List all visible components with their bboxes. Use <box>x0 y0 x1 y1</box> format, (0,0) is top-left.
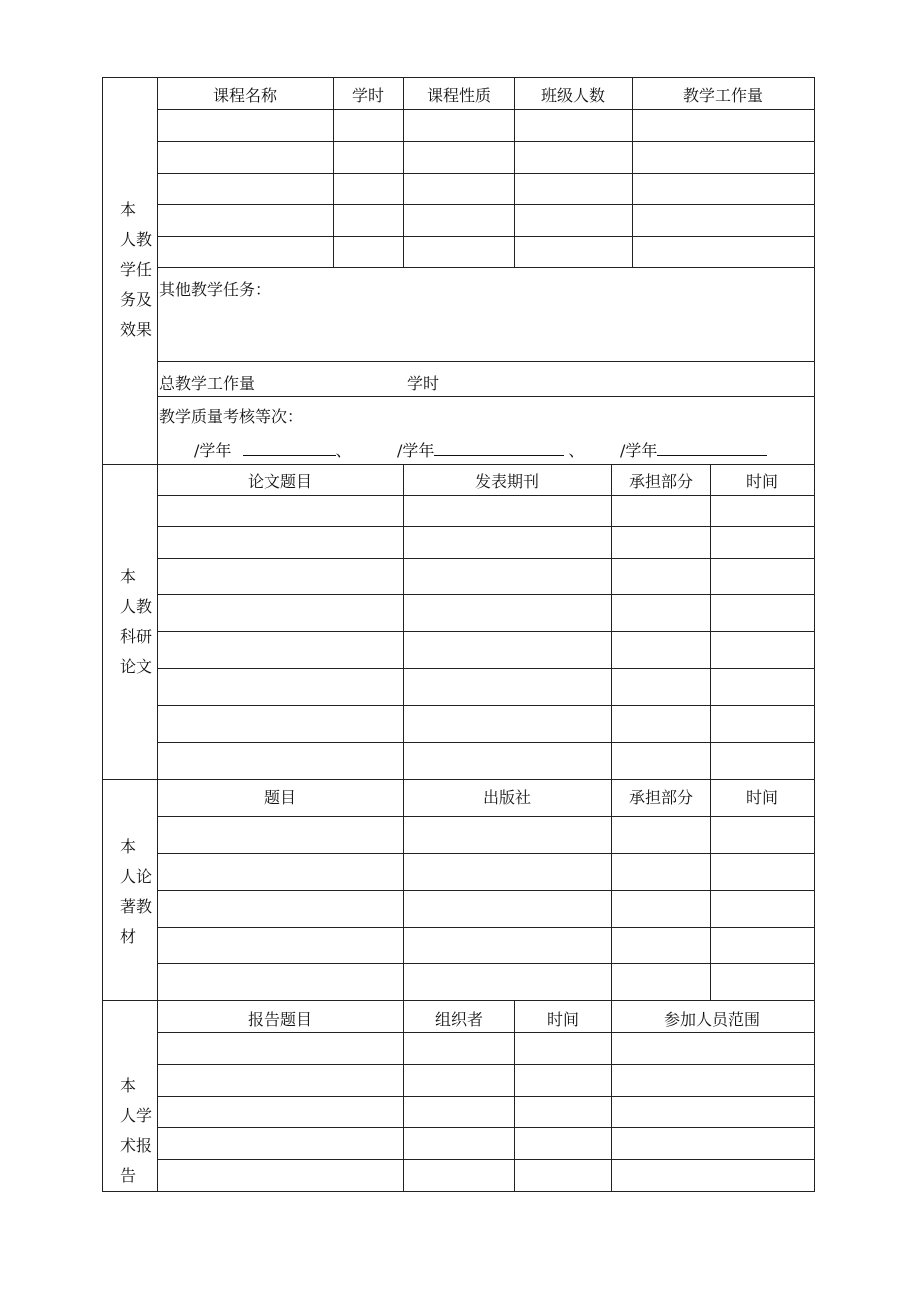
header-course-type: 课程性质 <box>426 86 492 105</box>
books-label-line: 人论 <box>120 867 153 886</box>
separator: 、 <box>568 441 585 460</box>
header-publisher: 出版社 <box>482 788 532 807</box>
header-book-title: 题目 <box>263 788 297 807</box>
header-report-title: 报告题目 <box>247 1010 313 1029</box>
papers-label-line: 科研 <box>120 627 153 646</box>
header-audience: 参加人员范围 <box>663 1010 761 1029</box>
year-rating-blank-1[interactable] <box>243 440 336 456</box>
year-label: /学年 <box>397 441 435 460</box>
header-paper-time: 时间 <box>745 472 779 491</box>
header-paper-title: 论文题目 <box>247 472 313 491</box>
total-workload-label: 总教学工作量 <box>159 374 256 393</box>
reports-label-line: 告 <box>120 1166 137 1185</box>
year-entry-1 <box>194 440 352 461</box>
header-hours: 学时 <box>351 86 385 105</box>
year-label: /学年 <box>620 441 658 460</box>
books-section-label <box>103 832 157 952</box>
total-workload-unit: 学时 <box>407 374 440 393</box>
papers-section-label <box>103 562 157 682</box>
year-rating-blank-2[interactable] <box>434 440 564 456</box>
header-workload: 教学工作量 <box>682 86 764 105</box>
year-label: /学年 <box>194 441 232 460</box>
reports-label-line: 本 <box>120 1076 137 1095</box>
reports-section-label <box>103 1071 157 1191</box>
teaching-label-line: 本 <box>120 200 137 219</box>
header-book-time: 时间 <box>745 788 779 807</box>
header-organizer: 组织者 <box>434 1010 484 1029</box>
header-book-role: 承担部分 <box>628 788 694 807</box>
papers-label-line: 论文 <box>120 657 153 676</box>
header-report-time: 时间 <box>546 1010 580 1029</box>
other-tasks-label: 其他教学任务： <box>159 280 272 299</box>
papers-label-line: 本 <box>120 567 137 586</box>
books-label-line: 本 <box>120 837 137 856</box>
year-rating-blank-3[interactable] <box>657 440 767 456</box>
teaching-label-line: 学任 <box>120 260 153 279</box>
header-class-size: 班级人数 <box>540 86 606 105</box>
year-entry-2 <box>397 440 584 461</box>
books-label-line: 材 <box>120 927 137 946</box>
separator: 、 <box>335 441 352 460</box>
teaching-label-line: 务及 <box>120 290 153 309</box>
papers-label-line: 人教 <box>120 597 153 616</box>
year-entry-3 <box>620 440 767 461</box>
header-paper-role: 承担部分 <box>628 472 694 491</box>
quality-rating-label: 教学质量考核等次： <box>159 407 304 426</box>
reports-label-line: 人学 <box>120 1106 153 1125</box>
teaching-section-label <box>103 195 157 345</box>
books-label-line: 著教 <box>120 897 153 916</box>
header-course-name: 课程名称 <box>212 86 278 105</box>
teaching-label-line: 人教 <box>120 230 153 249</box>
teaching-label-line: 效果 <box>120 320 153 339</box>
reports-label-line: 术报 <box>120 1136 153 1155</box>
header-journal: 发表期刊 <box>474 472 540 491</box>
